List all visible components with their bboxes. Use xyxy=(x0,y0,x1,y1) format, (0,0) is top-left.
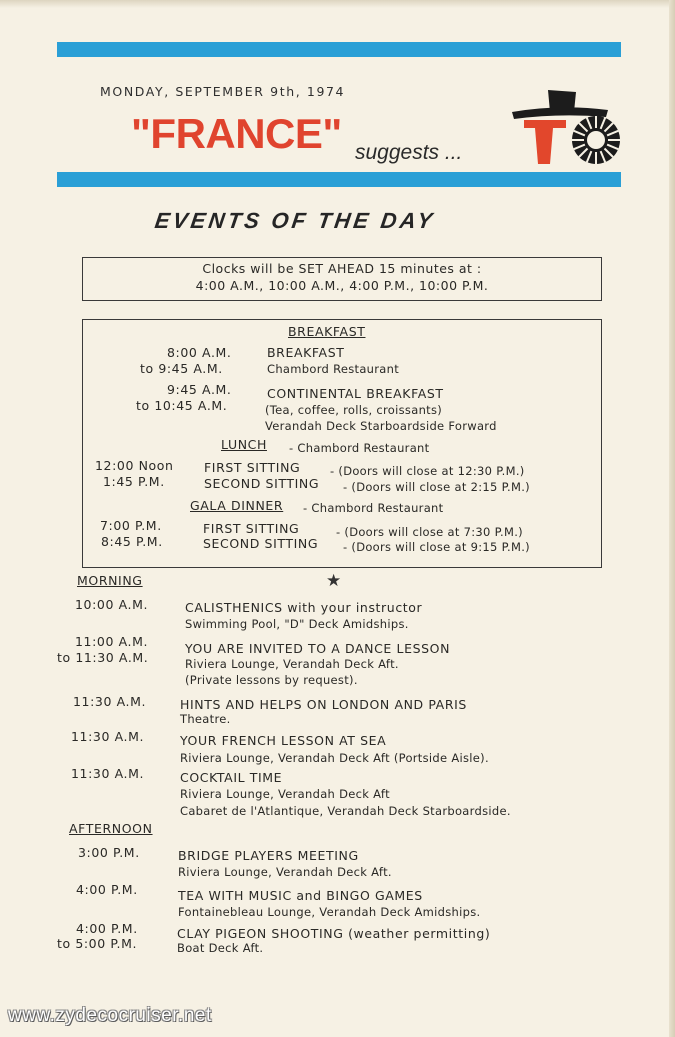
morning-event-detail: Riviera Lounge, Verandah Deck Aft (Portside Aisle). xyxy=(180,751,489,765)
header-stripe-bottom xyxy=(57,172,621,187)
continental-title: CONTINENTAL BREAKFAST xyxy=(267,386,444,401)
continental-time: 9:45 A.M. xyxy=(167,382,232,397)
morning-event-time: 11:00 A.M. xyxy=(75,634,149,649)
breakfast-time: 8:00 A.M. xyxy=(167,345,232,360)
clocks-line-1: Clocks will be SET AHEAD 15 minutes at : xyxy=(202,261,482,276)
page-top-edge xyxy=(0,0,675,8)
dinner-first-title: FIRST SITTING xyxy=(203,521,300,536)
morning-event-title: YOUR FRENCH LESSON AT SEA xyxy=(180,733,387,748)
star-icon: ★ xyxy=(326,571,342,591)
morning-event-time: 11:30 A.M. xyxy=(73,694,147,709)
dinner-second-title: SECOND SITTING xyxy=(203,536,319,551)
afternoon-event-detail: Fontainebleau Lounge, Verandah Deck Amidships. xyxy=(178,905,481,919)
dinner-first-time: 7:00 P.M. xyxy=(100,518,162,533)
morning-event-title: CALISTHENICS with your instructor xyxy=(185,600,423,615)
morning-event-detail: Riviera Lounge, Verandah Deck Aft xyxy=(180,787,390,801)
lunch-heading: LUNCH xyxy=(221,437,267,452)
clocks-line-2: 4:00 A.M., 10:00 A.M., 4:00 P.M., 10:00 P.M. xyxy=(195,278,489,293)
afternoon-event-time: 4:00 P.M. xyxy=(76,921,138,936)
watermark: www.zydecocruiser.net xyxy=(8,1005,212,1026)
lunch-first-time: 12:00 Noon xyxy=(95,458,174,473)
afternoon-event-detail: Riviera Lounge, Verandah Deck Aft. xyxy=(178,865,392,879)
afternoon-event-title: CLAY PIGEON SHOOTING (weather permitting) xyxy=(177,926,491,941)
lunch-second-time: 1:45 P.M. xyxy=(103,474,165,489)
afternoon-event-time: 4:00 P.M. xyxy=(76,882,138,897)
continental-to: to 10:45 A.M. xyxy=(136,398,228,413)
morning-event-time: 11:30 A.M. xyxy=(71,766,145,781)
morning-event-detail: Theatre. xyxy=(180,712,231,726)
afternoon-event-title: TEA WITH MUSIC and BINGO GAMES xyxy=(178,888,423,903)
morning-event-detail: Cabaret de l'Atlantique, Verandah Deck Starboardside. xyxy=(180,804,511,818)
morning-event-detail: Swimming Pool, "D" Deck Amidships. xyxy=(185,617,409,631)
lunch-first-note: - (Doors will close at 12:30 P.M.) xyxy=(330,464,525,478)
morning-event-title: YOU ARE INVITED TO A DANCE LESSON xyxy=(185,641,451,656)
afternoon-event-to: to 5:00 P.M. xyxy=(57,936,138,951)
clocks-notice-box xyxy=(82,257,602,301)
header-stripe-top xyxy=(57,42,621,57)
continental-detail: (Tea, coffee, rolls, croissants) xyxy=(265,403,443,417)
lunch-second-title: SECOND SITTING xyxy=(204,476,320,491)
breakfast-place: Chambord Restaurant xyxy=(267,362,400,376)
lunch-second-note: - (Doors will close at 2:15 P.M.) xyxy=(343,480,530,494)
morning-event-time: 10:00 A.M. xyxy=(75,597,149,612)
breakfast-to: to 9:45 A.M. xyxy=(140,361,223,376)
ship-name: "FRANCE" xyxy=(131,110,342,157)
date-line: MONDAY, SEPTEMBER 9th, 1974 xyxy=(100,84,346,99)
events-title: EVENTS OF THE DAY xyxy=(153,208,437,233)
dinner-second-time: 8:45 P.M. xyxy=(101,534,163,549)
logo-hat-icon xyxy=(510,86,626,170)
dinner-place: - Chambord Restaurant xyxy=(303,501,444,515)
morning-heading: MORNING xyxy=(77,573,143,588)
lunch-first-title: FIRST SITTING xyxy=(204,460,301,475)
dinner-first-note: - (Doors will close at 7:30 P.M.) xyxy=(336,525,523,539)
breakfast-heading: BREAKFAST xyxy=(288,324,366,339)
lunch-place: - Chambord Restaurant xyxy=(289,441,430,455)
afternoon-event-time: 3:00 P.M. xyxy=(78,845,140,860)
morning-event-time: 11:30 A.M. xyxy=(71,729,145,744)
dinner-heading: GALA DINNER xyxy=(190,498,284,513)
dinner-second-note: - (Doors will close at 9:15 P.M.) xyxy=(343,540,530,554)
page-right-edge xyxy=(669,0,675,1037)
morning-event-detail: Riviera Lounge, Verandah Deck Aft. xyxy=(185,657,399,671)
morning-event-title: COCKTAIL TIME xyxy=(180,770,283,785)
morning-event-title: HINTS AND HELPS ON LONDON AND PARIS xyxy=(180,697,467,712)
continental-place: Verandah Deck Starboardside Forward xyxy=(265,419,497,433)
afternoon-event-detail: Boat Deck Aft. xyxy=(177,941,264,955)
morning-event-to: to 11:30 A.M. xyxy=(57,650,149,665)
afternoon-event-title: BRIDGE PLAYERS MEETING xyxy=(178,848,359,863)
breakfast-title: BREAKFAST xyxy=(267,345,345,360)
afternoon-heading: AFTERNOON xyxy=(69,821,153,836)
morning-event-detail: (Private lessons by request). xyxy=(185,673,358,687)
suggests-text: suggests ... xyxy=(355,141,463,164)
